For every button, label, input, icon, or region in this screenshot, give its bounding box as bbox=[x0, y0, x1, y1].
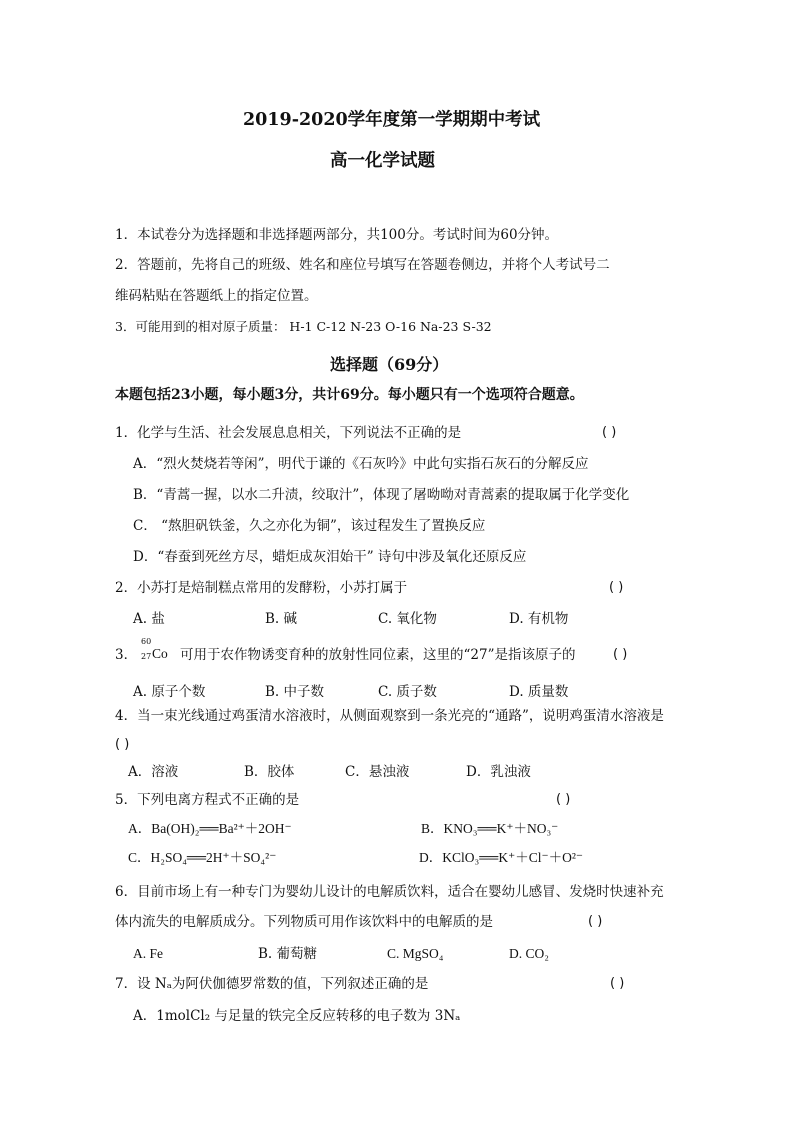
answer-bracket: ( ) bbox=[588, 914, 603, 929]
exam-title: 2019-2020学年度第一学期期中考试 bbox=[243, 110, 541, 130]
question-stem: 2．小苏打是焙制糕点常用的发酵粉，小苏打属于 bbox=[115, 580, 408, 596]
option-b: B. 葡萄糖 bbox=[258, 946, 318, 962]
option-d: D. CO₂ bbox=[509, 946, 549, 961]
question-stem-line-2: 体内流失的电解质成分。下列物质可用作该饮料中的电解质的是 bbox=[115, 914, 493, 930]
nuclide-symbol bbox=[141, 637, 175, 664]
note-3: 3．可能用到的相对原子质量： H-1 C-12 N-23 O-16 Na-23 S-32 bbox=[115, 319, 492, 334]
answer-bracket: ( ) bbox=[613, 647, 628, 662]
option-c: C. 氧化物 bbox=[378, 611, 437, 627]
answer-bracket: ( ) bbox=[556, 792, 571, 807]
option-d: D．“春蚕到死丝方尽，蜡炬成灰泪始干” 诗句中涉及氧化还原反应 bbox=[133, 549, 527, 565]
question-number: 3． bbox=[115, 647, 138, 663]
option-b: B．“青蒿一握，以水二升渍，绞取汁”，体现了屠呦呦对青蒿素的提取属于化学变化 bbox=[133, 487, 630, 503]
element-symbol: Co bbox=[152, 646, 168, 661]
option-d: D．KClO₃══K⁺＋Cl⁻＋O²⁻ bbox=[419, 850, 584, 865]
note-2: 2．答题前，先将自己的班级、姓名和座位号填写在答题卷侧边，并将个人考试号二 bbox=[115, 257, 610, 273]
note-2-cont: 维码粘贴在答题纸上的指定位置。 bbox=[115, 288, 318, 304]
question-stem: 可用于农作物诱变育种的放射性同位素，这里的“27”是指该原子的 bbox=[180, 647, 576, 663]
question-stem: 5．下列电离方程式不正确的是 bbox=[115, 792, 300, 808]
answer-bracket: ( ) bbox=[610, 976, 625, 991]
mass-number: 60 bbox=[141, 637, 152, 646]
answer-bracket: ( ) bbox=[609, 580, 624, 595]
exam-subtitle: 高一化学试题 bbox=[330, 151, 435, 171]
option-a: A. 原子个数 bbox=[133, 684, 206, 700]
option-a: A．1molCl₂ 与足量的铁完全反应转移的电子数为 3Nₐ bbox=[133, 1008, 461, 1024]
option-a: A. Fe bbox=[133, 946, 163, 961]
section-title: 选择题（69分） bbox=[330, 355, 449, 374]
answer-bracket: ( ) bbox=[115, 737, 130, 752]
option-a: A．Ba(OH)₂══Ba²⁺＋2OH⁻ bbox=[128, 821, 292, 836]
option-c: C．悬浊液 bbox=[345, 764, 410, 780]
question-stem: 7．设 Nₐ为阿伏伽德罗常数的值，下列叙述正确的是 bbox=[115, 976, 429, 992]
option-d: D. 有机物 bbox=[509, 611, 569, 627]
question-stem-line-1: 6．目前市场上有一种专门为婴幼儿设计的电解质饮料，适合在婴幼儿感冒、发烧时快速补充 bbox=[115, 884, 664, 900]
question-stem: 4．当一束光线通过鸡蛋清水溶液时，从侧面观察到一条光亮的“通路”，说明鸡蛋清水溶液是 bbox=[115, 708, 664, 724]
option-b: B．KNO₃══K⁺＋NO₃⁻ bbox=[421, 821, 559, 836]
option-b: B. 碱 bbox=[265, 611, 298, 627]
note-1: 1．本试卷分为选择题和非选择题两部分，共100分。考试时间为60分钟。 bbox=[115, 227, 559, 243]
answer-bracket: ( ) bbox=[602, 425, 617, 440]
section-instruction: 本题包括23小题，每小题3分，共计69分。每小题只有一个选项符合题意。 bbox=[115, 387, 584, 403]
atomic-number: 27 bbox=[141, 652, 152, 661]
option-c: C． “熬胆矾铁釜，久之亦化为铜”，该过程发生了置换反应 bbox=[133, 518, 486, 534]
option-c: C. 质子数 bbox=[378, 684, 437, 700]
option-b: B. 中子数 bbox=[265, 684, 325, 700]
option-c: C．H₂SO₄══2H⁺＋SO₄²⁻ bbox=[128, 850, 277, 865]
option-a: A．溶液 bbox=[128, 764, 179, 780]
question-stem: 1．化学与生活、社会发展息息相关，下列说法不正确的是 bbox=[115, 425, 462, 441]
option-c: C. MgSO₄ bbox=[387, 946, 444, 961]
option-d: D. 质量数 bbox=[509, 684, 569, 700]
option-b: B．胶体 bbox=[244, 764, 295, 780]
option-a: A．“烈火焚烧若等闲”，明代于谦的《石灰吟》中此句实指石灰石的分解反应 bbox=[133, 456, 589, 472]
option-d: D．乳浊液 bbox=[466, 764, 531, 780]
option-a: A. 盐 bbox=[133, 611, 165, 627]
